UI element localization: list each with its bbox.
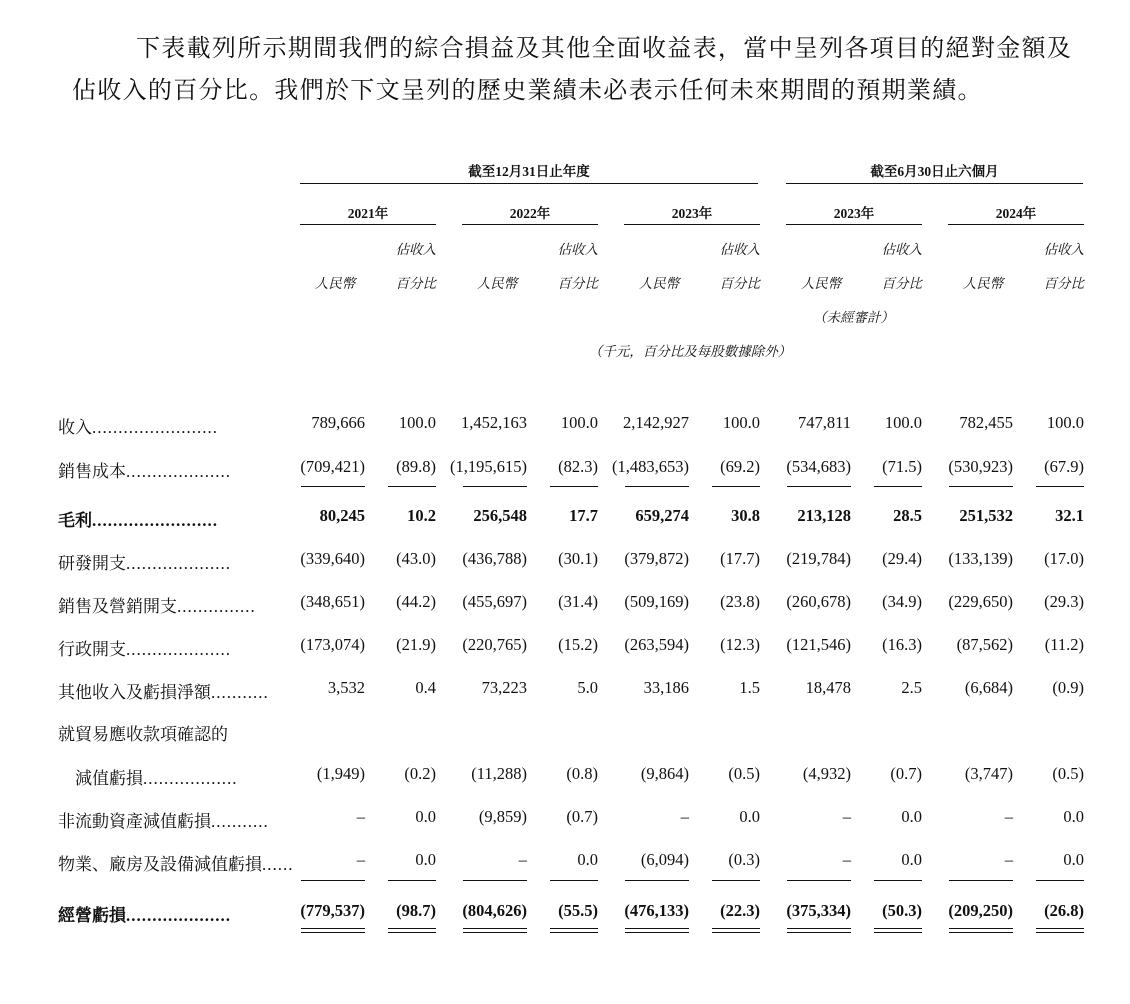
amount-cell: 789,666 xyxy=(311,413,365,432)
pct-cell: (71.5) xyxy=(882,457,922,476)
subtotal-rule xyxy=(625,880,689,881)
pct-column-header-line2: 百分比 xyxy=(881,276,922,291)
subtotal-rule xyxy=(949,486,1013,487)
pct-cell: (29.3) xyxy=(1044,592,1084,611)
amount-cell: (339,640) xyxy=(300,549,365,568)
pct-cell: (15.2) xyxy=(558,635,598,654)
leader-dots: ........................ xyxy=(92,511,218,530)
pct-cell: (98.7) xyxy=(396,901,436,920)
amount-cell: 659,274 xyxy=(635,506,689,525)
subtotal-rule xyxy=(874,486,922,487)
amount-cell: – xyxy=(842,807,851,826)
pct-cell: 30.8 xyxy=(731,506,760,525)
row-label-text: 就貿易應收款項確認的 xyxy=(58,725,228,744)
subtotal-rule xyxy=(301,880,365,881)
row-label xyxy=(58,764,276,789)
amount-cell: (133,139) xyxy=(948,549,1013,568)
subtotal-rule xyxy=(301,486,365,487)
pct-cell: 1.5 xyxy=(739,678,760,697)
amount-cell: – xyxy=(518,850,527,869)
subtotal-rule xyxy=(625,486,689,487)
pct-cell: (16.3) xyxy=(882,635,922,654)
pct-cell: 100.0 xyxy=(398,413,436,432)
amount-cell: – xyxy=(356,850,365,869)
total-double-rule xyxy=(388,928,436,933)
total-double-rule xyxy=(712,928,760,933)
amount-cell: (209,250) xyxy=(948,901,1013,920)
row-label xyxy=(58,720,276,745)
amount-cell: (509,169) xyxy=(624,592,689,611)
row-label xyxy=(58,592,276,617)
annual-period-header: 截至12月31日止年度 xyxy=(468,164,590,179)
row-label xyxy=(58,901,276,926)
year-header: 2021年 xyxy=(347,206,389,221)
pct-cell: (17.7) xyxy=(720,549,760,568)
pct-cell: (82.3) xyxy=(558,457,598,476)
pct-cell: (0.2) xyxy=(404,764,436,783)
pct-cell: (12.3) xyxy=(720,635,760,654)
amount-cell: 213,128 xyxy=(797,506,851,525)
leader-dots: .................... xyxy=(126,554,231,573)
row-label-text: 減值虧損 xyxy=(58,769,143,788)
amount-cell: (375,334) xyxy=(786,901,851,920)
amount-cell: 3,532 xyxy=(327,678,365,697)
interim-period-header: 截至6月30日止六個月 xyxy=(870,164,999,179)
total-double-rule xyxy=(787,928,851,933)
pct-cell: (43.0) xyxy=(396,549,436,568)
subtotal-rule xyxy=(388,880,436,881)
total-double-rule xyxy=(874,928,922,933)
pct-cell: (44.2) xyxy=(396,592,436,611)
row-label xyxy=(58,807,276,832)
pct-cell: (0.5) xyxy=(1052,764,1084,783)
amount-cell: (173,074) xyxy=(300,635,365,654)
year-header: 2022年 xyxy=(509,206,551,221)
amount-cell: (6,684) xyxy=(964,678,1013,697)
amount-cell: 2,142,927 xyxy=(623,413,689,432)
rmb-column-header: 人民幣 xyxy=(800,276,842,291)
pct-cell: 0.0 xyxy=(901,807,922,826)
leader-dots: .................. xyxy=(143,769,238,788)
year-header-rule xyxy=(462,224,598,225)
rmb-column-header: 人民幣 xyxy=(962,276,1004,291)
year-header-rule xyxy=(786,224,922,225)
pct-cell: 0.0 xyxy=(1063,807,1084,826)
pct-column-header-line2: 百分比 xyxy=(1043,276,1084,291)
pct-cell: 100.0 xyxy=(884,413,922,432)
amount-cell: (121,546) xyxy=(786,635,851,654)
subtotal-rule xyxy=(1036,880,1084,881)
pct-cell: 0.0 xyxy=(415,807,436,826)
row-label xyxy=(58,635,276,660)
row-label-text: 物業、廠房及設備減值虧損 xyxy=(58,855,262,874)
amount-cell: – xyxy=(1004,850,1013,869)
pct-column-header-line2: 百分比 xyxy=(719,276,760,291)
subtotal-rule xyxy=(949,880,1013,881)
pct-cell: (29.4) xyxy=(882,549,922,568)
amount-cell: (1,195,615) xyxy=(450,457,527,476)
amount-cell: 33,186 xyxy=(643,678,689,697)
subtotal-rule xyxy=(388,486,436,487)
amount-cell: 747,811 xyxy=(797,413,851,432)
pct-column-header-line1: 佔收入 xyxy=(719,242,760,257)
amount-cell: (229,650) xyxy=(948,592,1013,611)
pct-cell: 28.5 xyxy=(893,506,922,525)
pct-cell: 0.0 xyxy=(901,850,922,869)
amount-cell: (455,697) xyxy=(462,592,527,611)
leader-dots: ........... xyxy=(211,812,269,831)
pct-column-header-line1: 佔收入 xyxy=(395,242,436,257)
rmb-column-header: 人民幣 xyxy=(314,276,356,291)
amount-cell: (804,626) xyxy=(462,901,527,920)
total-double-rule xyxy=(625,928,689,933)
row-label-text: 研發開支 xyxy=(58,554,126,573)
pct-cell: (0.5) xyxy=(728,764,760,783)
amount-cell: (1,949) xyxy=(316,764,365,783)
year-header-rule xyxy=(948,224,1084,225)
rmb-column-header: 人民幣 xyxy=(638,276,680,291)
pct-column-header-line1: 佔收入 xyxy=(881,242,922,257)
amount-cell: (348,651) xyxy=(300,592,365,611)
leader-dots: .................... xyxy=(126,906,231,925)
amount-cell: (9,859) xyxy=(478,807,527,826)
pct-cell: 17.7 xyxy=(569,506,598,525)
intro-text: 下表載列所示期間我們的綜合損益及其他全面收益表，當中呈列各項目的絕對金額及佔收入的百分比。我們於下文呈列的歷史業績未必表示任何未來期間的預期業績。 xyxy=(72,36,1073,104)
amount-cell: 256,548 xyxy=(473,506,527,525)
pct-cell: 0.0 xyxy=(415,850,436,869)
amount-cell: (87,562) xyxy=(956,635,1013,654)
unaudited-note: （未經審計） xyxy=(813,310,894,325)
pct-cell: 2.5 xyxy=(901,678,922,697)
row-label-text: 經營虧損 xyxy=(58,906,126,925)
pct-cell: (89.8) xyxy=(396,457,436,476)
amount-cell: – xyxy=(842,850,851,869)
annual-period-rule xyxy=(300,183,758,184)
amount-cell: – xyxy=(680,807,689,826)
subtotal-rule xyxy=(463,880,527,881)
leader-dots: ........... xyxy=(211,683,269,702)
leader-dots: ...... xyxy=(262,855,294,874)
pct-cell: 100.0 xyxy=(560,413,598,432)
row-label-text: 毛利 xyxy=(58,511,92,530)
subtotal-rule xyxy=(1036,486,1084,487)
pct-cell: 0.0 xyxy=(739,807,760,826)
amount-cell: (6,094) xyxy=(640,850,689,869)
total-double-rule xyxy=(1036,928,1084,933)
leader-dots: ............... xyxy=(177,597,256,616)
row-label-text: 行政開支 xyxy=(58,640,126,659)
amount-cell: – xyxy=(1004,807,1013,826)
pct-cell: 100.0 xyxy=(1046,413,1084,432)
pct-column-header-line1: 佔收入 xyxy=(1043,242,1084,257)
year-header-rule xyxy=(624,224,760,225)
year-header: 2024年 xyxy=(995,206,1037,221)
pct-cell: (0.9) xyxy=(1052,678,1084,697)
row-label xyxy=(58,850,294,875)
pct-cell: (69.2) xyxy=(720,457,760,476)
pct-cell: (30.1) xyxy=(558,549,598,568)
amount-cell: (476,133) xyxy=(624,901,689,920)
amount-cell: (436,788) xyxy=(462,549,527,568)
row-label xyxy=(58,678,276,703)
row-label-text: 非流動資產減值虧損 xyxy=(58,812,211,831)
pct-cell: (0.8) xyxy=(566,764,598,783)
pct-cell: (67.9) xyxy=(1044,457,1084,476)
amount-cell: (220,765) xyxy=(462,635,527,654)
pct-cell: 0.0 xyxy=(1063,850,1084,869)
unit-note: （千元，百分比及每股數據除外） xyxy=(588,344,792,359)
leader-dots: .................... xyxy=(126,640,231,659)
amount-cell: 782,455 xyxy=(959,413,1013,432)
row-label xyxy=(58,457,276,482)
amount-cell: 73,223 xyxy=(481,678,527,697)
total-double-rule xyxy=(301,928,365,933)
row-label xyxy=(58,506,276,531)
pct-cell: (11.2) xyxy=(1044,635,1084,654)
subtotal-rule xyxy=(550,880,598,881)
row-label-text: 其他收入及虧損淨額 xyxy=(58,683,211,702)
pct-column-header-line2: 百分比 xyxy=(557,276,598,291)
amount-cell: (219,784) xyxy=(786,549,851,568)
pct-column-header-line1: 佔收入 xyxy=(557,242,598,257)
leader-dots: ........................ xyxy=(92,418,218,437)
subtotal-rule xyxy=(787,486,851,487)
amount-cell: 251,532 xyxy=(959,506,1013,525)
pct-column-header-line2: 百分比 xyxy=(395,276,436,291)
amount-cell: (709,421) xyxy=(300,457,365,476)
row-label xyxy=(58,413,276,438)
row-label xyxy=(58,549,276,574)
amount-cell: (530,923) xyxy=(948,457,1013,476)
year-header-rule xyxy=(300,224,436,225)
total-double-rule xyxy=(949,928,1013,933)
interim-period-rule xyxy=(786,183,1083,184)
amount-cell: (263,594) xyxy=(624,635,689,654)
pct-cell: 100.0 xyxy=(722,413,760,432)
amount-cell: (11,288) xyxy=(471,764,527,783)
pct-cell: 0.4 xyxy=(415,678,436,697)
pct-cell: (26.8) xyxy=(1044,901,1084,920)
year-header: 2023年 xyxy=(671,206,713,221)
amount-cell: 18,478 xyxy=(805,678,851,697)
amount-cell: (534,683) xyxy=(786,457,851,476)
pct-cell: (0.7) xyxy=(566,807,598,826)
amount-cell: (260,678) xyxy=(786,592,851,611)
amount-cell: (9,864) xyxy=(640,764,689,783)
subtotal-rule xyxy=(463,486,527,487)
total-double-rule xyxy=(463,928,527,933)
subtotal-rule xyxy=(550,486,598,487)
row-label-text: 收入 xyxy=(58,418,92,437)
amount-cell: (4,932) xyxy=(802,764,851,783)
pct-cell: (22.3) xyxy=(720,901,760,920)
pct-cell: (17.0) xyxy=(1044,549,1084,568)
leader-dots: .................... xyxy=(126,462,231,481)
amount-cell: (1,483,653) xyxy=(612,457,689,476)
intro-paragraph xyxy=(72,28,1092,112)
pct-cell: 5.0 xyxy=(577,678,598,697)
subtotal-rule xyxy=(874,880,922,881)
pct-cell: (34.9) xyxy=(882,592,922,611)
pct-cell: (55.5) xyxy=(558,901,598,920)
pct-cell: (50.3) xyxy=(882,901,922,920)
subtotal-rule xyxy=(787,880,851,881)
pct-cell: (31.4) xyxy=(558,592,598,611)
pct-cell: 10.2 xyxy=(407,506,436,525)
total-double-rule xyxy=(550,928,598,933)
year-header: 2023年 xyxy=(833,206,875,221)
subtotal-rule xyxy=(712,880,760,881)
amount-cell: (379,872) xyxy=(624,549,689,568)
amount-cell: 1,452,163 xyxy=(461,413,527,432)
pct-cell: 32.1 xyxy=(1055,506,1084,525)
amount-cell: – xyxy=(356,807,365,826)
rmb-column-header: 人民幣 xyxy=(476,276,518,291)
amount-cell: (779,537) xyxy=(300,901,365,920)
pct-cell: (0.7) xyxy=(890,764,922,783)
pct-cell: (0.3) xyxy=(728,850,760,869)
pct-cell: (21.9) xyxy=(396,635,436,654)
pct-cell: 0.0 xyxy=(577,850,598,869)
row-label-text: 銷售及營銷開支 xyxy=(58,597,177,616)
amount-cell: (3,747) xyxy=(964,764,1013,783)
subtotal-rule xyxy=(712,486,760,487)
pct-cell: (23.8) xyxy=(720,592,760,611)
amount-cell: 80,245 xyxy=(319,506,365,525)
row-label-text: 銷售成本 xyxy=(58,462,126,481)
